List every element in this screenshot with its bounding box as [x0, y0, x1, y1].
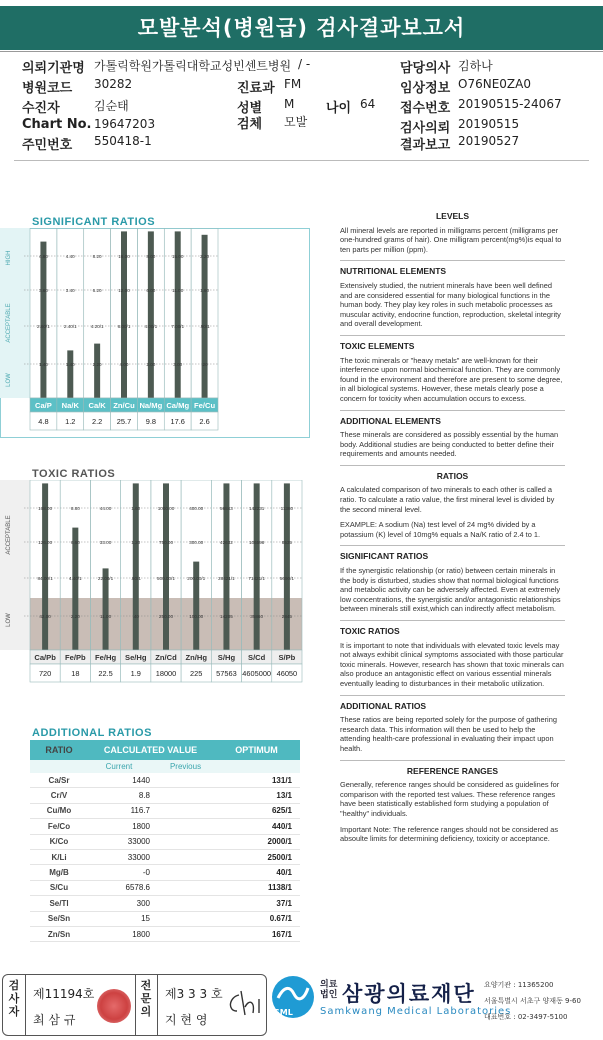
tick-label: 126.00 — [38, 540, 53, 545]
specimen-value: 모발 — [284, 115, 308, 129]
tick-label: 1.60 — [131, 506, 141, 511]
sex-value: M — [284, 97, 295, 111]
significant-chart — [0, 228, 310, 438]
tick-label: 1000.00 — [157, 506, 175, 511]
tick-label: 2.60/1 — [37, 324, 50, 329]
tick-label: 8.80 — [70, 506, 80, 511]
addr-heading: ADDITIONAL RATIOS — [340, 700, 427, 711]
column-header: Zn/Cd — [155, 653, 177, 662]
tick-label: 12.00 — [118, 288, 130, 293]
tick-label: 300.00 — [189, 540, 204, 545]
bar-na-k — [67, 350, 73, 398]
org-english: Samkwang Medical Laboratories — [320, 1006, 512, 1017]
tick-label: .20 — [201, 362, 208, 367]
tick-label: 4.00/1 — [144, 324, 158, 329]
ratio-current: 1440 — [132, 775, 150, 785]
dept-value: FM — [284, 77, 302, 91]
ratio-name: Fe/Co — [47, 821, 71, 831]
tick-label: 2.20 — [92, 362, 102, 367]
tick-label: 3.00 — [173, 362, 183, 367]
ratios-example: EXAMPLE: A sodium (Na) test level of 24 mg% divided by a potassium (K) level of 10mg% equals a Na/K ratio of 2.4 to 1. — [340, 520, 541, 539]
clinical-label: 임상정보 — [400, 81, 451, 96]
column-header: Se/Hg — [125, 653, 147, 662]
zone-label: LOW — [6, 613, 12, 627]
additional-header — [30, 740, 300, 760]
value-label: 225 — [190, 669, 203, 678]
seal-stamp — [97, 989, 131, 1023]
req-label: 검사의뢰 — [400, 121, 451, 136]
rrn-label: 주민번호 — [22, 138, 73, 153]
value-label: 17.6 — [170, 417, 185, 426]
tox-heading: TOXIC RATIOS — [340, 626, 400, 636]
ratio-current: 33000 — [127, 852, 150, 862]
tick-label: 28421/1 — [218, 576, 235, 581]
value-label: 1.9 — [130, 669, 141, 678]
tick-label: 3.40 — [65, 288, 75, 293]
table-row — [30, 850, 300, 865]
ratio-optimum: 37/1 — [276, 898, 292, 908]
table-row — [30, 896, 300, 911]
tick-label: 142231 — [248, 506, 265, 511]
org-name: 삼광의료재단 — [342, 982, 476, 1006]
ratios-text: A calculated comparison of two minerals to each other is called a ratio. To calculate a ratio value, the first mineral level is divided by the second mineral level. — [340, 485, 555, 514]
report-date-label: 결과보고 — [400, 138, 451, 153]
tick-label: 1.40 — [38, 362, 48, 367]
tick-label: 11.00 — [99, 614, 112, 619]
tester-name: 최 삼 규 — [33, 1013, 76, 1027]
collector-label: 수진자 — [22, 101, 60, 116]
tick-label: 2845 — [281, 614, 293, 619]
tick-label: 3.60 — [38, 288, 48, 293]
zone-strip — [0, 228, 30, 398]
doctor-value: 김하나 — [458, 59, 493, 73]
ratio-optimum: 2000/1 — [267, 837, 292, 847]
tick-label: 7.00/1 — [171, 324, 185, 329]
zone-label: LOW — [6, 373, 12, 387]
ratio-name: Mg/B — [49, 868, 69, 878]
logo-wave-icon — [276, 980, 310, 1006]
ratio-name: Se/Sn — [47, 914, 71, 924]
value-label: 18 — [71, 669, 80, 678]
ratio-current: 33000 — [127, 837, 150, 847]
ratio-name: Ca/Sr — [48, 775, 70, 785]
toxic-title: TOXIC RATIOS — [32, 468, 116, 480]
ratio-optimum: 1138/1 — [267, 883, 292, 893]
info-divider — [14, 160, 589, 161]
report-title: 모발분석(병원급) 검사결과보고서 — [0, 6, 603, 50]
ratio-current: 116.7 — [130, 806, 150, 816]
tick-label: .80/1 — [130, 576, 141, 581]
ratio-name: K/Li — [51, 852, 67, 862]
tick-label: 500.00/1 — [157, 576, 175, 581]
ratio-optimum: 40/1 — [276, 868, 292, 878]
ratio-optimum: 13/1 — [276, 791, 292, 801]
value-label: 2.2 — [92, 417, 103, 426]
column-header: Zn/Cu — [113, 401, 135, 410]
tick-label: 8.00/1 — [117, 324, 131, 329]
tick-label: 1.20 — [131, 540, 141, 545]
tick-label: 8.20 — [92, 254, 102, 259]
tick-label: 71421/1 — [248, 576, 265, 581]
value-label: 1.2 — [65, 417, 76, 426]
ratio-current: 1800 — [132, 821, 150, 831]
tick-label: 1.60 — [200, 288, 210, 293]
ratio-name: K/Co — [49, 837, 69, 847]
hospital-value: 가톨릭학원가톨릭대학교성빈센트병원 — [94, 59, 292, 73]
significant-title: SIGNIFICANT RATIOS — [32, 216, 156, 228]
age-value: 64 — [360, 97, 376, 111]
toxic-chart — [0, 480, 310, 720]
org-tel: 대표번호 : 02-3497-5100 — [484, 1013, 568, 1021]
column-header: Fe/Cu — [194, 401, 216, 410]
tick-label: 100.00 — [189, 614, 204, 619]
signature-mark — [225, 989, 265, 1019]
tick-label: 84.00/1 — [37, 576, 53, 581]
value-label: 22.5 — [98, 669, 113, 678]
ratio-optimum: 167/1 — [271, 929, 292, 939]
tick-label: 11380 — [280, 506, 294, 511]
tick-label: 33.00 — [99, 540, 112, 545]
zone-label: HIGH — [6, 250, 12, 266]
tox-text: It is important to note that individuals with elevated toxic levels may not always exhibit clinical symptoms associated with those particular toxic minerals. However, research has shown that toxic minerals can also produce an antagonistic effect on various essential minerals eventually leading to disturbances in their metabolic utilization. — [340, 640, 564, 688]
tick-label: 2.20 — [200, 254, 210, 259]
bar-fe-pb — [72, 528, 78, 650]
value-label: 720 — [38, 669, 52, 678]
column-header: Fe/Hg — [95, 653, 117, 662]
column-header: Na/K — [61, 401, 79, 410]
nutr-heading: NUTRITIONAL ELEMENTS — [340, 266, 447, 277]
tick-label: 250.00 — [158, 614, 174, 619]
signature-box — [2, 974, 267, 1036]
tick-label: 4.00 — [119, 362, 129, 367]
sig-heading: SIGNIFICANT RATIOS — [340, 551, 429, 562]
tick-label: 6.20 — [92, 288, 102, 293]
ratio-name: Cu/Mo — [46, 806, 72, 816]
org-small: 의료법인 — [320, 980, 338, 1000]
org-code: 요양기관 : 11365200 — [484, 981, 554, 989]
zone-label: ACCEPTABLE — [6, 515, 12, 555]
value-label: 4.8 — [38, 417, 49, 426]
bar-ca-p — [40, 242, 46, 398]
specialist-name: 지 현 영 — [165, 1013, 208, 1027]
tick-label: 16.00 — [118, 254, 130, 259]
sml-text: SML — [274, 1008, 293, 1017]
rrn-value: 550418-1 — [94, 134, 152, 148]
sub-current: Current — [105, 762, 133, 771]
head-calc: CALCULATED VALUE — [103, 745, 198, 755]
value-label: 4605000 — [242, 669, 272, 678]
tick-label: 4.80 — [38, 254, 48, 259]
bar-zn-hg — [193, 562, 199, 650]
tick-label: 2.20 — [70, 614, 80, 619]
ratio-name: Zn/Sn — [47, 929, 71, 939]
table-row — [30, 865, 300, 880]
ratios-heading: RATIOS — [436, 470, 469, 481]
column-header: Ca/K — [88, 401, 106, 410]
ref-text: Generally, reference ranges should be considered as guidelines for comparison with the reported test values. These reference ranges have been statistically established form studying a population of "healthy" individuals. — [340, 780, 560, 818]
table-row — [30, 773, 300, 788]
additional-subheader — [30, 760, 300, 773]
column-header: Ca/Mg — [166, 401, 190, 410]
nutr-text: Extensively studied, the nutrient minerals have been well defined and are considered essential for many biological functions in the human body. They play key roles in such metabolic processes as muscular activity, endocrine function, reproduction, skeletal integrity and overall development. — [340, 280, 561, 329]
value-label: 25.7 — [116, 417, 132, 426]
ratio-current: 300 — [136, 898, 150, 908]
value-label: 9.8 — [145, 417, 156, 426]
zone-label: ACCEPTABLE — [6, 303, 12, 343]
tick-label: 44.00 — [99, 506, 112, 511]
notes-column — [340, 212, 565, 850]
sig-text: If the synergistic relationship (or ratio) between certain minerals in the body is disturbed, studies show that normal biological functions and metabolic activity can be adversely affected. Even at extremely low concentrations, the synergistic and/or antagonistic relationships between minerals still exist,which can indirectly affect metabolism. — [340, 566, 561, 614]
addr-text: These ratios are being reported solely for the purpose of gathering research data. This information will then be used to help the attending health-care professional in evaluating their impact upon health. — [340, 715, 557, 753]
head-ratio: RATIO — [45, 745, 73, 755]
tick-label: 200.00/1 — [187, 576, 206, 581]
code-label: 병원코드 — [22, 81, 73, 96]
collector-value: 김순태 — [94, 99, 129, 113]
add-el-heading: ADDITIONAL ELEMENTS — [340, 415, 441, 426]
ratio-name: Se/Tl — [49, 898, 69, 908]
toxic-el-text: The toxic minerals or "heavy metals" are well-known for their interference upon normal biochemical function. They are commonly found in the environment and therefore are present to some degree, in all biological systems. However, these metals clearly pose a concern for toxicity when accumulation occurs to excess. — [340, 355, 563, 403]
code-value: 30282 — [94, 77, 133, 91]
tick-label: 15.00 — [171, 254, 184, 259]
table-row — [30, 804, 300, 819]
add-el-text: These minerals are considered as possibly essential by the human body. Additional studies are being conducted to better define their requirements and amounts needed. — [340, 430, 559, 459]
sex-label: 성별 — [237, 101, 263, 116]
column-header: S/Hg — [217, 653, 236, 662]
table-row — [30, 835, 300, 850]
tick-label: 4.40 — [65, 254, 75, 259]
ratio-current: 1800 — [132, 929, 150, 939]
column-header: Ca/P — [34, 401, 52, 410]
column-header: S/Cd — [248, 653, 266, 662]
column-header: Ca/Pb — [34, 653, 56, 662]
ratio-optimum: 131/1 — [271, 775, 292, 785]
receipt-value: 20190515-24067 — [458, 97, 562, 111]
tick-label: 8535 — [281, 540, 293, 545]
org-address: 서울특별시 서초구 양재동 9-60 — [484, 997, 581, 1005]
bar-ca-k — [94, 344, 100, 398]
receipt-label: 접수번호 — [400, 101, 451, 116]
toxic-el-heading: TOXIC ELEMENTS — [340, 340, 415, 351]
tick-label: 2.40/1 — [63, 324, 77, 329]
ratio-optimum: 0.67/1 — [269, 914, 292, 924]
tick-label: 56843 — [220, 506, 233, 511]
table-row — [30, 788, 300, 803]
hospital-suffix: / - — [298, 57, 311, 71]
value-label: 2.6 — [199, 417, 210, 426]
specialist-no: 제3 3 3 호 — [165, 987, 223, 1001]
chart-label: Chart No. — [22, 117, 92, 132]
tick-label: 4.40/1 — [68, 576, 82, 581]
tester-no: 제11194호 — [33, 987, 95, 1001]
tick-label: 400.00 — [189, 506, 204, 511]
head-optimum: OPTIMUM — [235, 745, 278, 755]
footer — [0, 968, 603, 1040]
ratio-optimum: 2500/1 — [267, 852, 292, 862]
zone-strip — [0, 480, 30, 650]
clinical-value: O76NE0ZA0 — [458, 77, 531, 91]
value-label: 46050 — [276, 669, 298, 678]
ratio-optimum: 625/1 — [271, 806, 292, 816]
doctor-label: 담당의사 — [400, 61, 451, 76]
value-label: 18000 — [155, 669, 177, 678]
tick-label: 1.40 — [65, 362, 75, 367]
tester-label: 검 사 자 — [8, 979, 20, 1018]
column-header: Fe/Pb — [64, 653, 86, 662]
tick-label: 5690/1 — [279, 576, 294, 581]
additional-title: ADDITIONAL RATIOS — [32, 727, 152, 739]
levels-text: All mineral levels are reported in milligrams percent (milligrams per one-hundred grams of hair). One milligram percent(mg%)is equal to ten parts per million (ppm). — [340, 225, 562, 254]
ratio-current: 6578.6 — [125, 883, 150, 893]
tick-label: 750.00 — [158, 540, 174, 545]
levels-heading: LEVELS — [435, 211, 470, 221]
patient-info — [0, 54, 603, 154]
title-underline — [0, 51, 603, 52]
tick-label: 2.00 — [146, 362, 156, 367]
tick-label: 42632 — [220, 540, 233, 545]
important-note: Important Note: The reference ranges should not be considered as absoulte limits for determining deficiency, toxicity or acceptance. — [340, 824, 559, 844]
ref-heading: REFERENCE RANGES — [406, 765, 499, 776]
tick-label: 35860 — [250, 614, 264, 619]
req-value: 20190515 — [458, 117, 520, 131]
ratio-optimum: 440/1 — [271, 821, 292, 831]
dept-label: 진료과 — [237, 81, 275, 96]
column-header: S/Pb — [278, 653, 296, 662]
ratio-name: Cr/V — [50, 791, 68, 801]
ratio-current: 15 — [141, 914, 150, 924]
tick-label: .40 — [132, 614, 139, 619]
additional-table — [30, 740, 300, 942]
tick-label: .90/1 — [199, 324, 210, 329]
tick-label: 22.00/1 — [97, 576, 114, 581]
tick-label: 168.00 — [38, 506, 53, 511]
specimen-label: 검체 — [237, 117, 263, 132]
bar-fe-cu — [202, 235, 208, 398]
tick-label: 8.00 — [146, 254, 156, 259]
tick-label: 14205 — [220, 614, 233, 619]
chart-value: 19647203 — [94, 117, 156, 131]
specialist-label: 전 문 의 — [140, 979, 152, 1018]
tick-label: 11.00 — [172, 288, 184, 293]
table-row — [30, 927, 300, 942]
table-row — [30, 819, 300, 834]
tick-label: 6.60 — [70, 540, 80, 545]
tick-label: 42.00 — [39, 614, 51, 619]
age-label: 나이 — [326, 101, 352, 116]
table-row — [30, 912, 300, 927]
column-header: Na/Mg — [139, 401, 163, 410]
tick-label: 106598 — [248, 540, 265, 545]
value-label: 57563 — [216, 669, 237, 678]
table-row — [30, 881, 300, 896]
ratio-current: -0 — [142, 868, 150, 878]
tick-label: 4.20/1 — [90, 324, 104, 329]
report-date-value: 20190527 — [458, 134, 520, 148]
tick-label: 6.00 — [146, 288, 156, 293]
ratio-name: S/Cu — [49, 883, 69, 893]
hospital-label: 의뢰기관명 — [22, 61, 85, 76]
ratio-current: 8.8 — [138, 791, 150, 801]
column-header: Zn/Hg — [185, 653, 207, 662]
sub-previous: Previous — [169, 762, 202, 771]
